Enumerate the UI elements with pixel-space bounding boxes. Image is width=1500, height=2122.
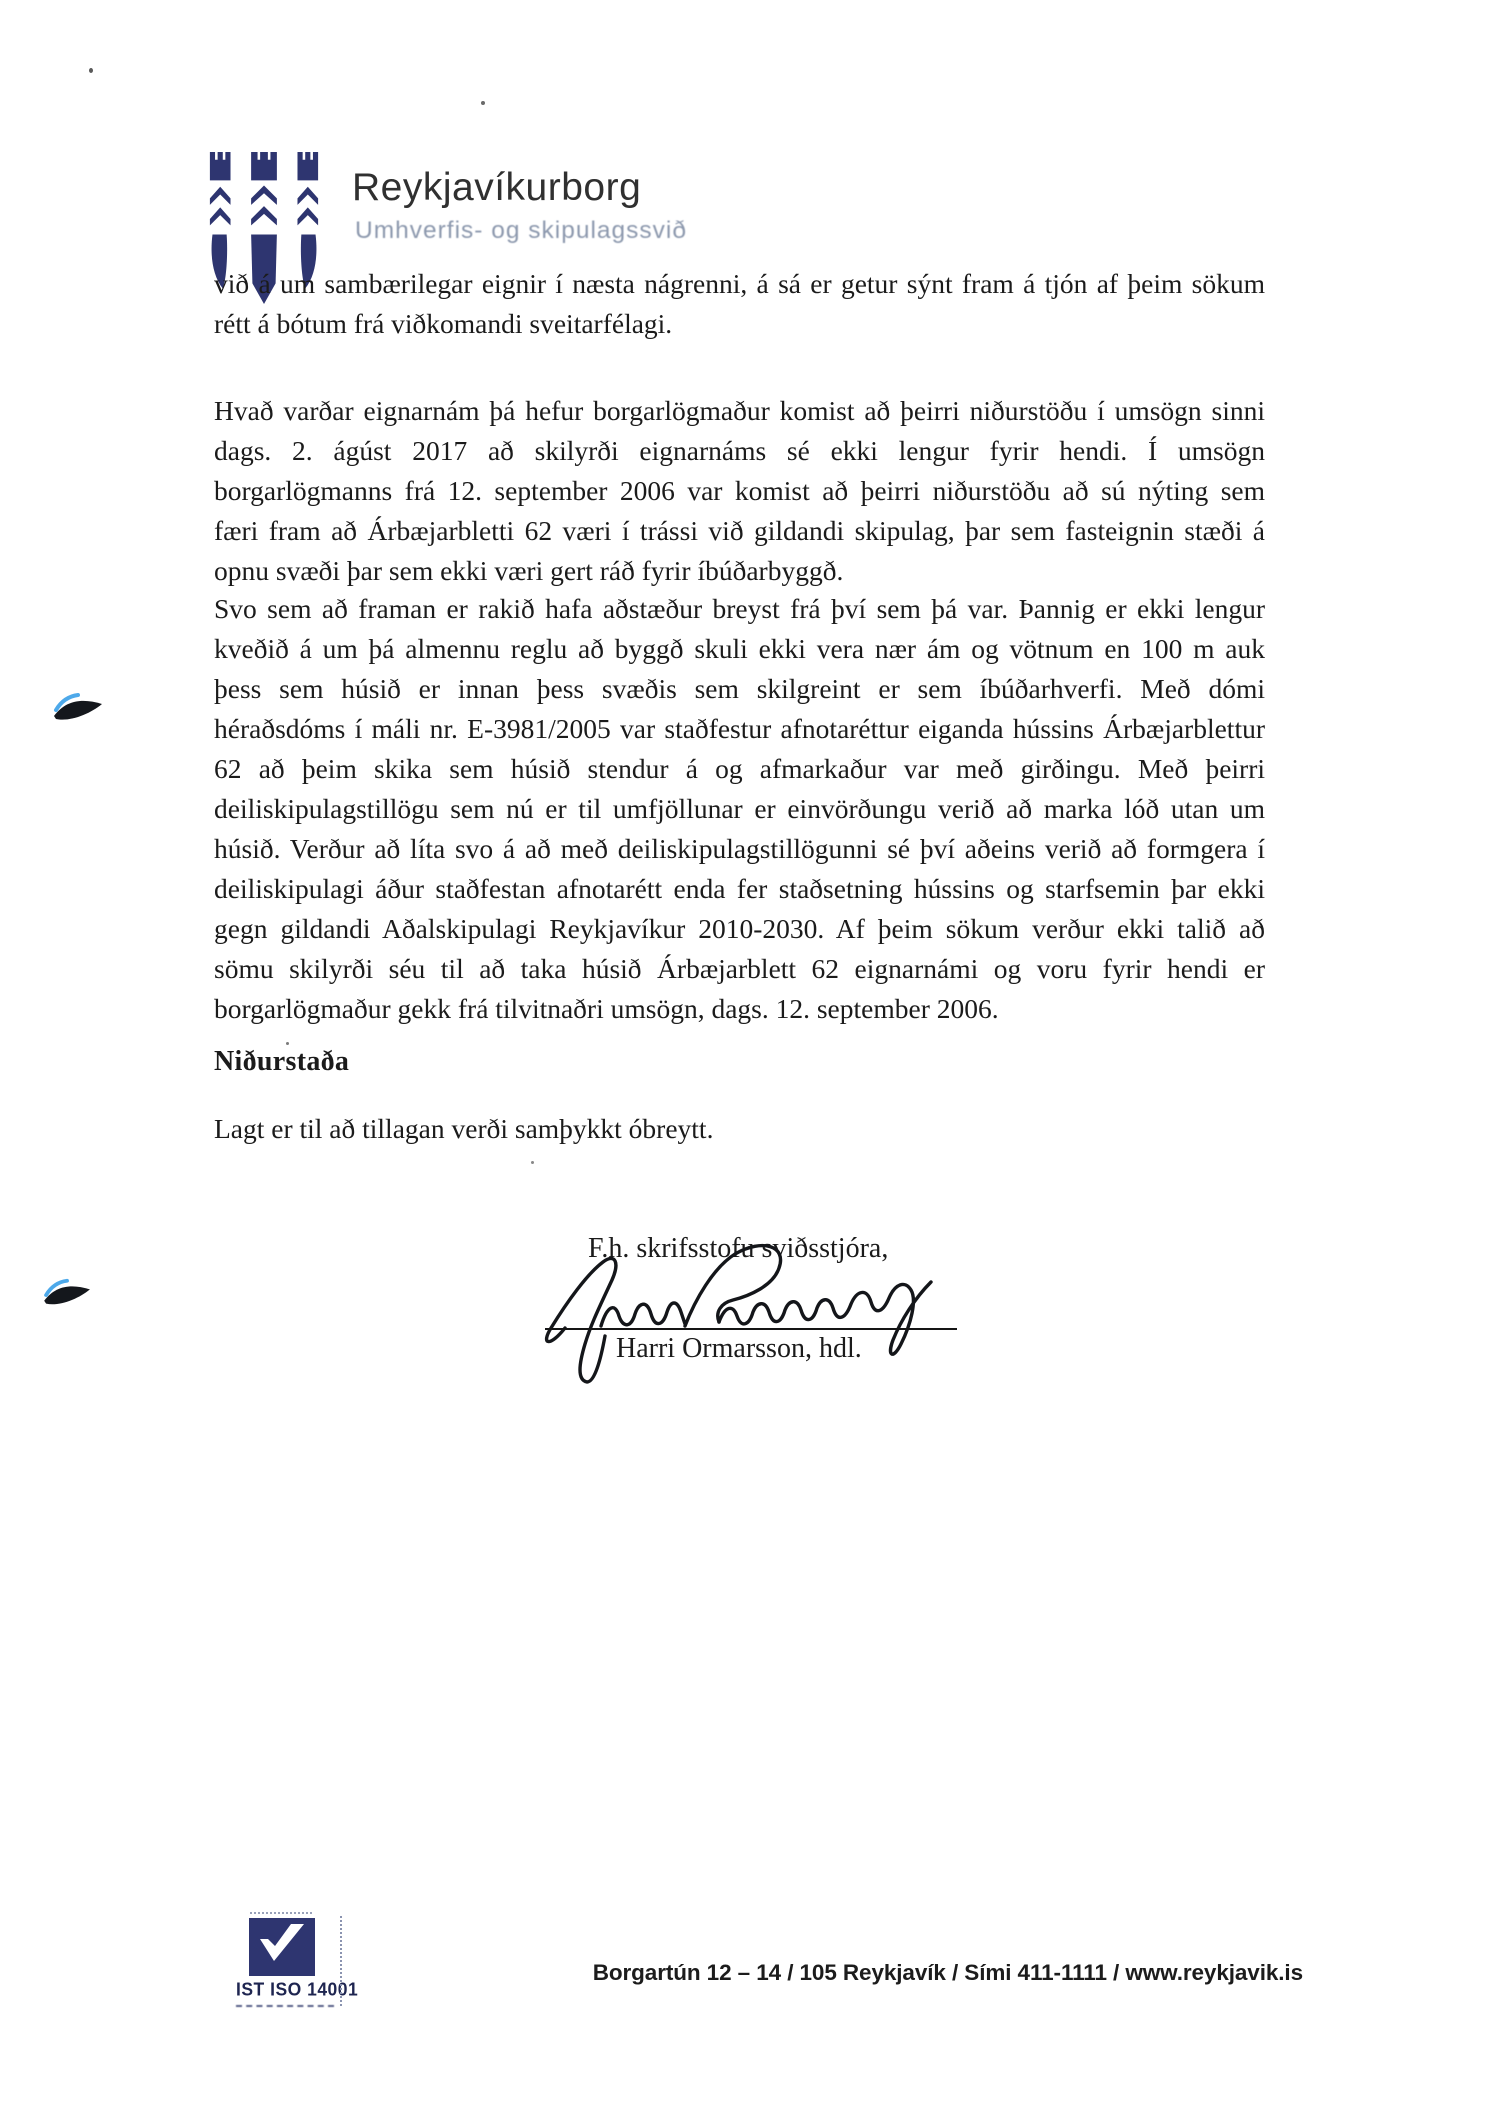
iso-stamp-faded-text — [236, 2005, 334, 2007]
paragraph-line: héraðsdóms í máli nr. E-3981/2005 var staðfestur afnotaréttur eiganda hússins Árbæjarblettur — [214, 713, 1265, 744]
org-department: Umhverfis- og skipulagssvið — [355, 217, 687, 244]
paragraph-line: borgarlögmaður gekk frá tilvitnaðri umsögn, dags. 12. september 2006. — [214, 993, 999, 1024]
paragraph-line: deiliskipulagi áður staðfestan afnotarétt enda fer staðsetning hússins og starfsemin þar ekki — [214, 873, 1265, 904]
scan-speck — [481, 101, 485, 105]
signature-on-behalf: F.h. skrifsstofu sviðsstjóra, — [588, 1233, 889, 1264]
paragraph-3 — [214, 589, 1265, 1029]
paragraph-line: Lagt er til að tillagan verði samþykkt óbreytt. — [214, 1113, 714, 1144]
paragraph-line: borgarlögmanns frá 12. september 2006 var komist að þeirri niðurstöðu að sú nýting sem — [214, 475, 1265, 506]
paragraph-line: rétt á bótum frá viðkomandi sveitarfélagi. — [214, 308, 673, 339]
paragraph-line: sömu skilyrði séu til að taka húsið Árbæjarblett 62 eignarnámi og voru fyrir hendi er — [214, 953, 1265, 984]
signature-rule — [545, 1328, 957, 1330]
conclusion-heading: Niðurstaða — [214, 1046, 350, 1077]
scan-speck — [89, 68, 93, 73]
footer-address: Borgartún 12 – 14 / 105 Reykjavík / Sími 411-1111 / www.reykjavik.is — [592, 1960, 1303, 1985]
paragraph-line: deiliskipulagstillögu sem nú er til umfjöllunar er einvörðungu verið að marka lóð utan um — [214, 793, 1265, 824]
margin-check-mark-icon — [52, 690, 106, 732]
paragraph-line: færi fram að Árbæjarbletti 62 væri í trássi við gildandi skipulag, þar sem fasteignin stæði á — [214, 515, 1265, 546]
paragraph-1 — [214, 264, 1265, 344]
iso-certification-stamp — [236, 1912, 359, 2007]
paragraph-line: húsið. Verður að líta svo á að með deiliskipulagstillögunni sé því aðeins verið að formgera í — [214, 833, 1265, 864]
paragraph-line: opnu svæði þar sem ekki væri gert ráð fyrir íbúðarbyggð. — [214, 555, 844, 586]
paragraph-2 — [214, 391, 1265, 591]
scan-speck — [531, 1161, 534, 1164]
conclusion-paragraph — [214, 1109, 1265, 1149]
paragraph-line: Hvað varðar eignarnám þá hefur borgarlögmaður komist að þeirri niðurstöðu í umsögn sinni — [214, 395, 1265, 426]
paragraph-line: Svo sem að framan er rakið hafa aðstæður breyst frá því sem þá var. Þannig er ekki lengur — [214, 593, 1265, 624]
iso-stamp-faded-text — [250, 1912, 312, 1914]
paragraph-line: dags. 2. ágúst 2017 að skilyrði eignarnáms sé ekki lengur fyrir hendi. Í umsögn — [214, 435, 1265, 466]
scan-speck — [286, 1042, 289, 1045]
paragraph-line: gegn gildandi Aðalskipulagi Reykjavíkur 2010-2030. Af þeim sökum verður ekki talið að — [214, 913, 1265, 944]
signer-name: Harri Ormarsson, hdl. — [616, 1333, 862, 1364]
margin-check-mark-icon — [42, 1276, 94, 1316]
paragraph-line: við á um sambærilegar eignir í næsta nágrenni, á sá er getur sýnt fram á tjón af þeim sökum — [214, 268, 1265, 299]
paragraph-line: kveðið á um þá almennu reglu að byggð skuli ekki vera nær ám og vötnum en 100 m auk — [214, 633, 1265, 664]
handwritten-signature-icon — [535, 1240, 975, 1390]
org-name: Reykjavíkurborg — [352, 166, 642, 209]
iso-label: IST ISO 14001 — [236, 1978, 359, 2000]
paragraph-line: þess sem húsið er innan þess svæðis sem skilgreint er sem íbúðarhverfi. Með dómi — [214, 673, 1265, 704]
iso-checkmark-icon — [250, 1919, 314, 1975]
paragraph-line: 62 að þeim skika sem húsið stendur á og afmarkaður var með girðingu. Með þeirri — [214, 753, 1265, 784]
iso-stamp-dotted-edge — [340, 1916, 342, 2006]
